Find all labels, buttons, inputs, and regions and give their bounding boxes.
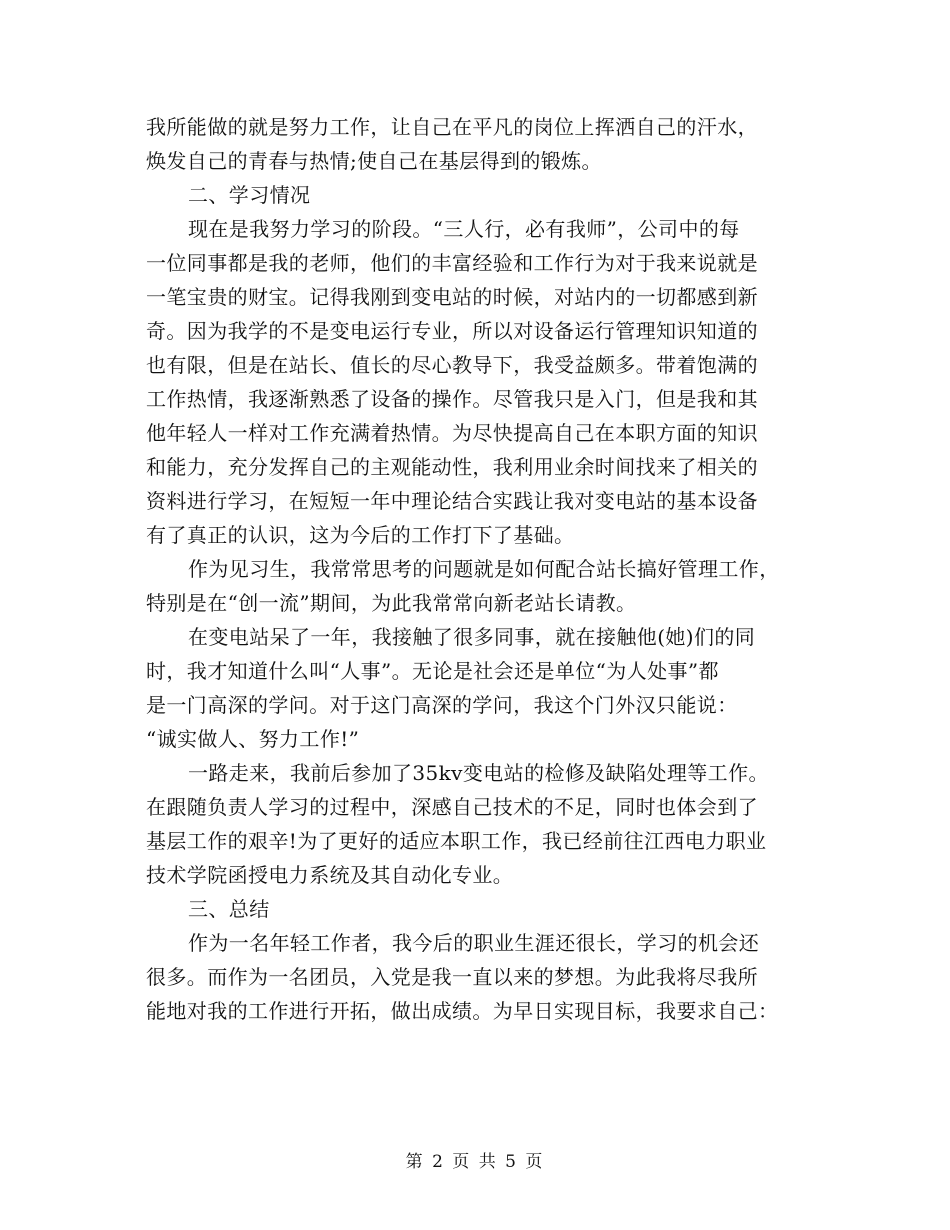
text-line: 作为见习生，我常常思考的问题就是如何配合站长搞好管理工作， — [188, 557, 780, 581]
text-line: 在跟随负责人学习的过程中，深感自己技术的不足，同时也体会到了 — [146, 795, 758, 819]
text-line: 现在是我努力学习的阶段。“三人行，必有我师”，公司中的每 — [188, 217, 740, 241]
page-footer: 第 2 页 共 5 页 — [405, 1152, 545, 1172]
text-line: 一笔宝贵的财宝。记得我刚到变电站的时候，对站内的一切都感到新 — [146, 285, 758, 309]
text-line: 一路走来，我前后参加了35kv变电站的检修及缺陷处理等工作。 — [188, 761, 769, 785]
text-line: 二、学习情况 — [188, 183, 311, 207]
text-line: 作为一名年轻工作者，我今后的职业生涯还很长，学习的机会还 — [188, 931, 760, 955]
text-line: 资料进行学习，在短短一年中理论结合实践让我对变电站的基本设备 — [146, 489, 758, 513]
text-line: 三、总结 — [188, 897, 270, 921]
text-line: 奇。因为我学的不是变电运行专业，所以对设备运行管理知识知道的 — [146, 319, 758, 343]
text-line: 时，我才知道什么叫“人事”。无论是社会还是单位“为人处事”都 — [146, 659, 719, 683]
text-line: 有了真正的认识，这为今后的工作打下了基础。 — [146, 523, 575, 547]
text-line: 在变电站呆了一年，我接触了很多同事，就在接触他(她)们的同 — [188, 625, 756, 649]
text-line: 工作热情，我逐渐熟悉了设备的操作。尽管我只是入门，但是我和其 — [146, 387, 758, 411]
document-body — [146, 110, 816, 1028]
text-line: 他年轻人一样对工作充满着热情。为尽快提高自己在本职方面的知识 — [146, 421, 758, 445]
text-line: 我所能做的就是努力工作，让自己在平凡的岗位上挥洒自己的汗水， — [146, 115, 758, 139]
text-line: 也有限，但是在站长、值长的尽心教导下，我受益颇多。带着饱满的 — [146, 353, 758, 377]
text-line: 是一门高深的学问。对于这门高深的学问，我这个门外汉只能说： — [146, 693, 738, 717]
text-line: 基层工作的艰辛!为了更好的适应本职工作，我已经前往江西电力职业 — [146, 829, 767, 853]
text-line: 和能力，充分发挥自己的主观能动性，我利用业余时间找来了相关的 — [146, 455, 758, 479]
text-line: 焕发自己的青春与热情;使自己在基层得到的锻炼。 — [146, 149, 602, 173]
text-line: “诚实做人、努力工作!” — [146, 727, 360, 751]
text-line: 技术学院函授电力系统及其自动化专业。 — [146, 863, 514, 887]
text-line: 能地对我的工作进行开拓，做出成绩。为早日实现目标，我要求自己： — [146, 999, 779, 1023]
text-line: 很多。而作为一名团员，入党是我一直以来的梦想。为此我将尽我所 — [146, 965, 758, 989]
text-line: 特别是在“创一流”期间，为此我常常向新老站长请教。 — [146, 591, 637, 615]
text-line: 一位同事都是我的老师，他们的丰富经验和工作行为对于我来说就是 — [146, 251, 758, 275]
